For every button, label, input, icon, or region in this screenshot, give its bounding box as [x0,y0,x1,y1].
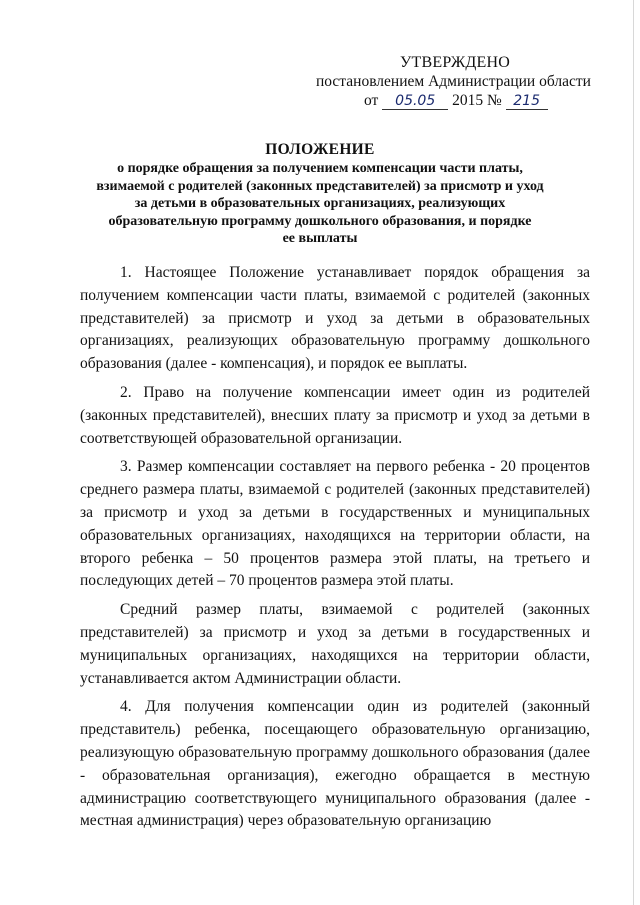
subtitle-line: ее выплаты [282,231,358,247]
subtitle-line: образовательную программу дошкольного образования, и порядке [108,213,532,229]
handwritten-date: 05.05 [382,94,448,110]
subtitle-line: о порядке обращения за получением компенсации части платы, [117,161,523,176]
document-title-block [80,140,560,248]
decree-date-line [316,91,596,110]
scan-edge-line [633,0,634,905]
document-body [80,262,590,833]
subtitle-line: за детьми в образовательных организациях, реализующих [134,196,506,212]
subtitle-line: взимаемой с родителей (законных представителей) за присмотр и уход [96,178,544,194]
decree-label: постановлением Администрации области [316,73,591,90]
handwritten-number: 215 [506,94,548,110]
paragraph-3: 3. Размер компенсации составляет на первого ребенка - 20 процентов среднего размера платы, взимаемой с родителей (законных представителей) за присмотр и уход за детьми в государственных и муниципальных образовательных организациях, находящихся на территории области, на второго ребенка – 50 процентов размера этой платы, на третьего и последующих детей – 70 процентов размера этой платы. [80,458,590,590]
document-heading: ПОЛОЖЕНИЕ [265,141,375,158]
paragraph-3-average: Средний размер платы, взимаемой с родителей (законных представителей) за присмотр и уход за детьми в государственных и муниципальных организациях, находящихся на территории области, устанавливается актом Администрации области. [80,601,590,687]
paragraph-1: 1. Настоящее Положение устанавливает порядок обращения за получением компенсации части платы, взимаемой с родителей (законных представителей) за присмотр и уход за детьми в образовательных организациях, реализующих образовательную программу дошкольного образования (далее - компенсация), и порядок ее выплаты. [80,264,590,373]
date-prefix: от [364,92,379,109]
paragraph-4: 4. Для получения компенсации один из родителей (законный представитель) ребенка, посещающего образовательную организацию, реализующую образовательную программу дошкольного образования (далее - образовательная организация), ежегодно обращается в местную администрацию соответствующего муниципального образования (далее - местная администрация) через образовательную организацию [80,698,590,830]
paragraph-2: 2. Право на получение компенсации имеет один из родителей (законных представителей), внесших плату за присмотр и уход за детьми в соответствующей образовательной организации. [80,383,590,447]
year-number-label: 2015 № [452,92,502,109]
approved-label: УТВЕРЖДЕНО [400,54,511,71]
approval-stamp-block [316,53,596,110]
